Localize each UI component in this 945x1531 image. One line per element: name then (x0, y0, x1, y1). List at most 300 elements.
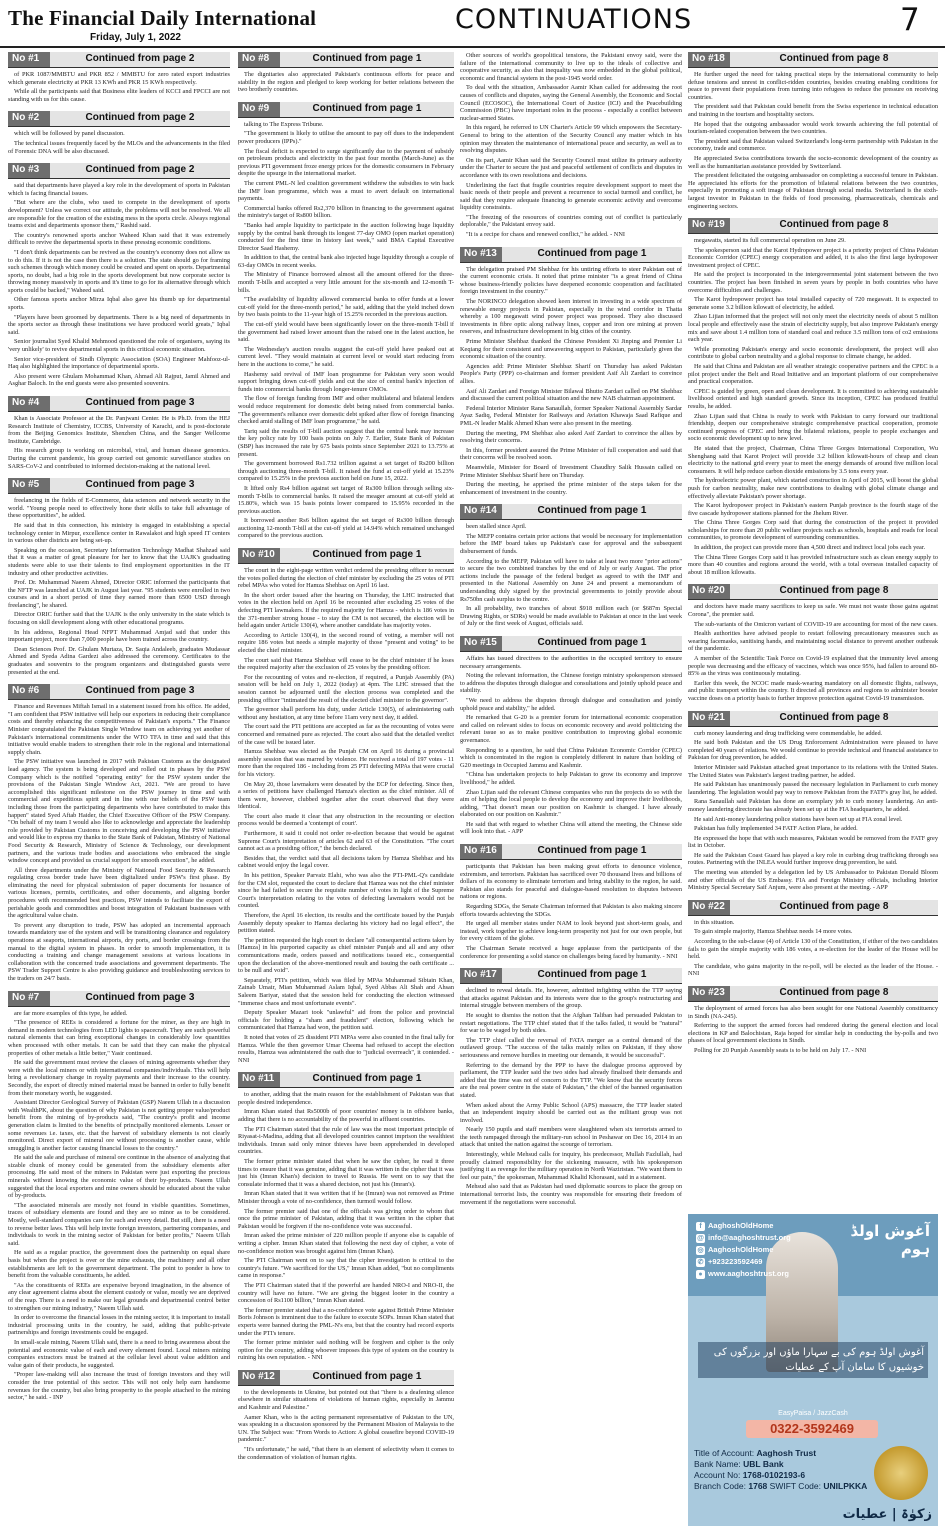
story-paragraph: According to the sub-clause (4) of Article 130 of the Constitution, if either of the two candidates fails to gain the simple majority with 186 votes, a re-election for the leader of the House will be held. (688, 938, 938, 961)
story-number: No #23 (688, 986, 730, 1001)
story-paragraph: "As the constituents of REEs are expensive beyond imagination, in the absence of any clear agreement claims about the element custody or value, mostly we are deprived of the reap. There is a need to make our legal grounds and departmental control better to strengthen our mining industry," Naeem Ullah said. (8, 1281, 230, 1312)
story-paragraph: The meeting was attended by a delegation led by US Ambassador to Pakistan Donald Bloom and other officials of the US Embassy. FIA and Foreign Ministry officials, including Interior Ministry Special Secretary Saif Anjum, were also present at the meeting. - APP (688, 869, 938, 892)
story-paragraph: are far more examples of this type, he added. (14, 1009, 128, 1017)
story-paragraph: The former prime minister stated that when he saw the cipher, he read it three times to ensure that it was genuine, adding that it was written in the cipher that it was just his (Imran Khan's) decision to travel to Russia. He went on to say that the consulate informed that it was a shared decision, not just his (Imran's). (238, 1158, 454, 1188)
story-paragraph: Also present were Ghulam Mohammad Khan, Ahmad Ali Rajput, Jamil Ahmed and Asghar Baloch. In the end guests were also presented souvenirs. (8, 372, 230, 388)
story-paragraph: The fiscal deficit is expected to surge significantly due to the payment of subsidy on petroleum products and electricity in the past four months (March-June) as the previous PTI government froze energy prices for the domestic consumers in February despite the upsurge in the international market. (238, 147, 454, 178)
story-body (8, 497, 230, 676)
story-paragraph: The president said that Pakistan could benefit from the Swiss experience in technical education and training in the tourism and hospitality sectors. (688, 103, 938, 118)
ad-easypaisa: EasyPaisa / JazzCash (778, 1410, 848, 1417)
story-paragraph: The dignitaries also appreciated Pakistan's continuous efforts for peace and stability in the region and pledged to keep working for better relations between the two brotherly countries. (238, 71, 454, 94)
story-number: No #17 (460, 968, 502, 983)
story-header (238, 52, 454, 68)
story-paragraph: He said the government must review the classes of mining agreements whether they were with the local miners or with international companies/individuals. This will help bring a revolutionary change in royalty payments and their increase to the country. Secondly, the export of directly mined material must be banned in order to fully benefit from their monetary worth, he suggested. (8, 1059, 230, 1097)
story-paragraph: Mehsud also said that as Pakistan had used diplomatic sources to place the group on international terrorist lists, the country was responsible for ensuring their freedom of movement if the negotiations were successful. (460, 1183, 682, 1206)
story-paragraph: Imran asked the prime minister of 220 million people if anyone else is capable of writing a cipher. Imran Khan stated that following the next day of cipher, a vote of no-confidence motion was brought against him (Imran Khan). (238, 1232, 454, 1255)
issue-date: Friday, July 1, 2022 (90, 32, 181, 43)
story-paragraph: been stalled since April. (466, 523, 527, 531)
story-number: No #6 (8, 684, 50, 699)
story-number: No #18 (688, 52, 730, 67)
news-story (460, 247, 682, 499)
story-paragraph: Interestingly, while Mehsud calls for inquiry, his predecessor, Mullah Fazlullah, had proudly claimed responsibility for the sickening massacre, with his spokesperson justifying it as revenge for the military operation in North Waziristan. "We want them to feel our pain," the spokesman, Muhammad Khalid Khorasani, said in a statement. (460, 1151, 682, 1181)
story-paragraph: Federal Interior Minister Rana Sanaullah, former Speaker National Assembly Sardar Ayaz Sadiq, Federal Minister for Railways and Aviation Khawaja Saad Rafique and PML-N leader Malik Ahmed Khan were also present in the meeting. (460, 404, 682, 427)
story-paragraph: He expressed the hope that with such measures, Pakistan would be removed from the FATF grey list in October. (688, 834, 938, 850)
story-paragraph: The China Three Gorges Corp said that during the construction of the project it provided scholarships for more than 20 public welfare projects such as schools, hospitals and roads for local communities, to promote development of surrounding communities. (688, 519, 938, 542)
story-number: No #15 (460, 636, 502, 651)
story-paragraph: Meanwhile, Minister for Board of Investment Chaudhry Salik Hussain called on Prime Minister Shehbaz Sharif here on Thursday. (460, 463, 682, 479)
story-paragraph: Furthermore, it said it could not order re-election because that would be against Supreme Court's interpretation of articles 62 and 63 of the Constitution. "The court cannot act as a presiding officer," the bench declared. (238, 830, 454, 853)
news-story (238, 52, 454, 96)
story-body (460, 655, 682, 836)
story-paragraph: It noted that votes of 25 dissident PTI MPAs were also counted in the final tally for Hamza. While the then governor Umar Cheema had refused to accept the election results, Hamza was administered the oath due to "judicial overreach", it contended. - NNI (238, 1033, 454, 1064)
story-paragraph: The hydroelectric power plant, which started construction in April of 2015, will boost the global push for carbon neutrality, make new contributions to dealing with global climate change and effectively alleviate Pakistan's power shortage. (688, 477, 938, 500)
story-paragraph: He further urged the need for taking practical steps by the international community to help defuse tensions and unrest in conflict-ridden countries, besides creating enabling conditions for peace to prevent their populations from turning into refugees to reduce the pressure on receiving countries. (688, 71, 938, 101)
story-number: No #1 (8, 52, 50, 67)
story-paragraph: The former prime minister said nothing will be forgiven and cipher is the only option for the country, adding whoever imposes this type of system on the country is ruining his own reputation. - NNI (238, 1339, 454, 1362)
story-paragraph: Health authorities have advised people to restart following precautionary measures such as wearing facemasks, sanitising hands, and maintaining social distance to prevent another outbreak of the pandemic. (688, 630, 938, 653)
story-paragraph: The former premier stated that a no-confidence vote against British Prime Minister Boris Johnson is imminent due to the failure to execute SOPs. Imran Khan stated that experts were banned during the PML-N's era, but that the country had record exports under the PTI's tenure. (238, 1306, 454, 1337)
story-body (688, 1005, 938, 1055)
story-paragraph: The technical issues frequently faced by the MLOs and the advancements in the filed of Forensic DNA will be also discussed. (8, 139, 230, 155)
story-paragraph: The spokesperson said that the Karot Hydropower project is a priority project of China Pakistan Economic Corridor (CPEC) energy cooperation and added, it is also the first large hydropower investment project of CPEC. (688, 246, 938, 269)
news-story (238, 1370, 454, 1463)
story-paragraph: Referring to the demand by the PPP to have the dialogue process approved by parliament, the TTP leader said the two sides had already finalised their demands and added that the time was not of concern to the TTP. "We know that the security forces are the real power centre in the state of Pakistan," the chief of the banned organisation stated. (460, 1061, 682, 1099)
continued-from-label: Continued from page 8 (730, 986, 938, 1001)
story-paragraph: He said that China and Pakistan are all weather strategic cooperative partners and the CPEC is a pilot project under the Belt and Road Initiative and an important platform of our comprehensive and practical cooperation. (688, 363, 938, 386)
news-story (688, 584, 938, 704)
continued-from-label: Continued from page 1 (280, 52, 454, 67)
story-paragraph: Aamer Khan, who is the acting permanent representative of Pakistan to the UN, was speaking in a discussion sponsored by the Permanent Mission of Malaysia to the UN. The Subject was: "From Words to Action: A global ceasefire beyond COVID-19 pandemic." (238, 1413, 454, 1444)
story-paragraph: to the developments in Ukraine, but pointed out that "there is a deafening silence elsewhere in similar situations of violations of human rights, especially in Jammu and Kashmir and Palestine." (238, 1388, 454, 1412)
story-paragraph: Hashemy said revival of IMF loan programme for Pakistan very soon would support bringing down cut-off yields and cut the size of central bank's injection of funds into commercial banks through longer-tenure OMOs. (238, 370, 454, 393)
story-body (238, 567, 454, 1064)
story-paragraph: Therefore, the April 16 election, its results and the certificate issued by the Punjab Assembly deputy speaker to Hamza declaring his victory had no legal effect", the petition stated. (238, 912, 454, 935)
story-paragraph: Deputy Speaker Mazari took "unlawful" aid from the police and provincial officials for holding a "sham and fraudulent" election, following which he communicated that Hamza had won, the petition said. (238, 1009, 454, 1032)
news-story (688, 900, 938, 980)
story-paragraph: The PSW initiative was launched in 2017 with Pakistan Customs as the designated lead agency. The system is being developed and rolled out in phases by the PSW Company which is the notified "operating entity" for the PSW system under the provisions of the Pakistan Single Window Act, 2021. "We are proud to have accomplished this significant milestone on the PSW journey in time and with commercial and expeditious spirit and in line with our beliefs of the PSW team including those from the participating departments who have contributed to make this happen" stated Syed Aftab Haider, the Chief Executive Officer of the PSW Company. "On behalf of my team I would also like to acknowledge and appreciate the leadership role provided by Pakistan Customs in conceiving and developing the PSW initiative and would like to express my thanks to the State Bank of Pakistan, Ministry of National Food Security & Research, Ministry of Science & Technology, our development partners, and the various trade bodies and associations who embraced the single window concept and provided us crucial support for smooth execution", he added. (8, 758, 230, 865)
story-paragraph: The PTI Chairman stated that the rule of law was the most important principle of Riyasat-i-Madina, adding that all developed countries cannot imprison the wealthiest individuals. Imran said only minor thieves have been apprehended in developed countries. (238, 1125, 454, 1156)
story-paragraph: The TTP chief called the reversal of FATA merger as a central demand of the outlawed group. "The success of the talks mainly relies on Pakistan, if they show seriousness and remove hurdles in meeting our demands, it would be successful". (460, 1036, 682, 1059)
story-paragraph: The candidate, who gains majority in the re-poll, will be elected as the leader of the House. - NNI (688, 962, 938, 978)
story-paragraph: "The availability of liquidity allowed commercial banks to offer funds at a lower cut-off yield for the three-month period," he said, adding that the yield inched down by two basis points to the 11-year high of 15.25% recorded in the previous auction. (238, 296, 454, 319)
story-body (460, 863, 682, 960)
news-story (460, 636, 682, 838)
story-paragraph: curb money laundering and drug trafficking were commendable, he added. (694, 729, 883, 737)
story-paragraph: freelancing in the fields of E-Commerce, data sciences and network security in the world. "Young people need to effectively hone their skills to take full advantage of these opportunities", he added. (8, 497, 230, 520)
story-paragraph: Commercial banks offered Rs2,370 billion in financing to the government against the ministry's target of Rs800 billion. (238, 204, 454, 220)
continued-from-label: Continued from page 1 (280, 1072, 454, 1087)
story-number: No #10 (238, 548, 280, 563)
story-paragraph: He said Pakistan has unanimously passed the necessary legislation in Parliament to curb money laundering. The legislation would pay way to remove Pakistan from the FATF's gray list, he added. (688, 781, 938, 796)
story-paragraph: Tariq said the results of T-bill auction suggest that the central bank may increase the key policy rate by 100 basis points on July 7. Earlier, State Bank of Pakistan (SBP) has increased the rate by 675 basis points since September 2021 to 13.75% at present. (238, 427, 454, 458)
news-story (238, 548, 454, 1066)
news-story (8, 478, 230, 678)
story-paragraph: Hamza Shehbaz was elected as the Punjab CM on April 16 during a provincial assembly session that was marred by violence. He received a total of 197 votes - 11 more than the required 186 - including from 25 PTI defecting MPAs that were crucial for his victory. (238, 748, 454, 778)
story-paragraph: The China Three Gorges Corp said it has provided infrastructure such as clean energy supply to more than 40 counties and regions around the world, with a total overseas installed capacity of about 18 million kilowatts. (688, 553, 938, 576)
story-body (238, 121, 454, 540)
continued-from-label: Continued from page 3 (50, 396, 230, 411)
story-paragraph: The sub-variants of the Omicron variant of COVID-19 are accounting for most of the new cases. (694, 620, 938, 628)
story-paragraph: talking to The Express Tribune. (244, 120, 324, 128)
story-paragraph: Senior vice-president of Sindh Olympic Association (SOA) Engineer Mahfooz-ul-Haq also highlighted the importance of departmental sports. (8, 355, 230, 371)
news-story (8, 163, 230, 390)
story-paragraph: The current PML-N led coalition government withdrew the subsidies to win back the IMF loan programme, which was a must to avert default on international payments. (238, 179, 454, 203)
story-paragraph: While promoting Pakistan's energy and socio economic development, the project will also contribute to global carbon neutrality and a global response to climate change, he added. (688, 345, 938, 361)
story-paragraph: Referring to the support the armed forces had rendered during the general election and local elections in KP and Balochistan, Raja hoped for similar help in conducting the by-polls and two phases of local government elections in Sindh. (688, 1022, 938, 1045)
story-paragraph: Rana Sanaullah said Pakistan has done an exemplary job to curb money laundering. An anti-money laundering directorate has already been set up at the FIA headquarters, he added. (688, 798, 938, 813)
story-paragraph: in this situation. (694, 918, 735, 926)
story-paragraph: He urged all member states under NAM to look beyond just short-term goals, and instead, work together to achieve long-term prosperity not just for our own people, but for every citizen of the globe. (460, 920, 682, 943)
story-paragraph: To deal with the situation, Ambassador Aamir Khan called for addressing the root causes of conflicts and disputes, saying the General Assembly, the Economic and Social Council (ECOSOC), the International Court of Justice (ICJ) and the Peacebuilding Commission (PBC) have important roles in the process - especially a conflict between nuclear-armed States. (460, 84, 682, 122)
story-body (688, 603, 938, 702)
facebook-icon: f (696, 1222, 705, 1231)
story-paragraph: The cut-off yield would have been significantly lower on the three-month T-bill if the government had raised lower amount than the raised one in the latest auction, he said. (238, 321, 454, 344)
ad-contact-facebook[interactable]: f AaghoshOldHome (696, 1220, 826, 1232)
story-paragraph: which will be followed by panel discussion. (14, 130, 125, 138)
aaghosh-donation-ad (688, 1214, 938, 1526)
story-header (688, 218, 938, 234)
story-paragraph: "China has undertaken projects to help Pakistan to grow its economy and improve livelihood," he added. (460, 771, 682, 786)
story-paragraph: "The government is likely to utilise the amount to pay off dues to the independent power producers (IPPs)." (238, 130, 454, 145)
continued-from-label: Continued from page 8 (730, 52, 938, 67)
continued-from-label: Continued from page 1 (280, 1370, 454, 1385)
story-header (238, 1370, 454, 1386)
story-paragraph: He said both Pakistan and the US Drug Enforcement Administration were pleased to have completed 40 years of relations. We would continue to provide technical and financial assistance to Pakistan for drug prevention, he added. (688, 739, 938, 762)
ad-contact-email[interactable]: @ info@aaghoshtrust.org (697, 1233, 791, 1242)
story-header (8, 684, 230, 700)
ad-contact-website[interactable]: ● www.aaghoshtrust.org (696, 1268, 826, 1280)
story-header (238, 548, 454, 564)
story-paragraph: He said that with regard to whether China will attend the meeting, the Chinese side will look into that. - APP (460, 820, 682, 836)
continued-from-label: Continued from page 1 (502, 504, 682, 519)
story-paragraph: He remarked that G-20 is a premier forum for international economic cooperation and called on relevant sides to focus on economic recovery and avoid politicizing the relevant issue so as to make positive contribution to improving global economic governance. (460, 714, 682, 744)
story-paragraph: Zhao Lijian said the relevant Chinese companies who run the projects do so with the aim of helping the local people to develop the economy and improve their livelihoods, adding, "That doesn't mean our position on Kashmir is changed. I have already elaborated on our position on Kashmir." (460, 788, 682, 819)
story-paragraph: It borrowed another Rs6 billion against the set target of Rs300 billion through auctioning 12-month T-bill at the cut-off yield at 14.94% which remained unchanged compared to the previous auction. (238, 517, 454, 540)
story-paragraph: said that departments have played a key role in the development of sports in Pakistan which is facing financial issues. (8, 182, 230, 197)
story-body (8, 703, 230, 982)
story-paragraph: Noting the relevant information, the Chinese foreign ministry spokesperson stressed to address the disputes through dialogue and consultations and jointly uphold peace and stability. (460, 672, 682, 695)
story-paragraph: The court also made it clear that any obstruction in the recounting or election process would be deemed a 'contempt of court'. (238, 812, 454, 828)
continued-from-label: Continued from page 8 (730, 711, 938, 726)
story-header (238, 1072, 454, 1088)
continued-from-label: Continued from page 1 (502, 636, 682, 651)
story-paragraph: megawatts, started its full commercial operation on June 29. (694, 237, 846, 245)
story-paragraph: His research group is working on microbial, viral, and human disease genomics. During the current pandemic, his group carried out genomic surveillance studies on SARS-CoV-2 and contributed to informed decision-making at the national level. (8, 447, 230, 470)
story-number: No #14 (460, 504, 502, 519)
story-paragraph: "I don't think departments can be revived as the country's economy does not allow us to do this. If it is not the case then there is a solution. The state should go for framing such schemes through which money could be created and spent on sports. Departmental sports, no doubt, had a big role in the sports development but now corporate sector is throwing money massively in sports and it's time to go for its alternative through which sports could be backed," Waheed said. (8, 248, 230, 294)
story-paragraph: It lifted only Rs4 billion against set target of Rs300 billion through selling six-month T-bills to commercial banks. It raised the meager amount at cut-off yield at 15.80%, which was 15 basis points lower compared to 15.95% recorded in the previous auction. (238, 484, 454, 515)
story-paragraph: Prime Minister Shehbaz thanked the Chinese President Xi Jinping and Premier Li Keqiang for their consistent and unwavering support to Pakistan, particularly given the economic situation of the country. (460, 338, 682, 361)
story-paragraph: The court said that Hamza Shehbaz will cease to be the chief minister if he loses the required majority after the exclusion of 25 votes by the presiding officer. (238, 656, 454, 672)
story-paragraph: In addition, the project can provide more than 4,500 direct and indirect local jobs each year. (694, 544, 926, 552)
story-body (688, 71, 938, 210)
story-paragraph: The PTI Chairman stated that if the powerful are handed NRO-I and NRO-II, the country will have no future. "We are giving the biggest looter in the country a concession of Rs1100 billion," Imran Khan stated. (238, 1281, 454, 1305)
story-paragraph: He sought to dismiss the notion that the Afghan Taliban had persuaded Pakistan to restart negotiations. The TTP chief stated that if the talks failed, it would be "natural" for war to be waged by both sides. (460, 1011, 682, 1035)
story-body (460, 266, 682, 497)
story-number: No #12 (238, 1370, 280, 1385)
story-number: No #11 (238, 1072, 280, 1087)
story-body (688, 237, 938, 576)
story-header (460, 636, 682, 652)
story-number: No #13 (460, 247, 502, 262)
story-paragraph: CPEC is guided by green, open and clean development. It is committed to achieving sustainable livelihood oriented and high standard growth. Since its inception, CPEC has produced fruitful results, he added. (688, 387, 938, 410)
continued-from-label: Continued from page 8 (730, 584, 938, 599)
story-paragraph: He said the sale and purchase of mineral ore continue in the absence of analyzing that sizable chunk of money could be generated from the subsidiary elements after processing. He said most of the miners in Pakistan were just exporting the precious minerals without knowing the economic value of their by-products. Naeem Ullah suggested that the local exporters and mine owners should be educated about the value of by-products. (8, 1154, 230, 1200)
story-paragraph: He hoped that the outgoing ambassador would work towards achieving the full potential of tourism-related cooperation between the two countries. (688, 120, 938, 136)
story-paragraph: When asked about the Army Public School (APS) massacre, the TTP leader stated that an independent inquiry should be carried out as the militant group was not involved. (460, 1101, 682, 1124)
story-paragraph: In this regard, he referred to UN Charter's Article 99 which empowers the Secretary-General to bring to the attention of the Security Council any matter which in his opinion may threaten the maintenance of international peace and security, as well as to resolving disputes. (460, 124, 682, 155)
story-paragraph: and doctors have made many sacrifices to keep us safe. We must not waste those gains against Corona", the premier said. (688, 603, 938, 619)
ad-contact-whatsapp[interactable]: ✆ +923223592469 (697, 1257, 763, 1266)
story-paragraph: The Wednesday's auction results suggest the cut-off yield have peaked out at current level. "They would maintain at current level or would start reducing from here in the auctions to come," he said. (238, 345, 454, 368)
story-body (238, 1091, 454, 1362)
story-paragraph: Imran Khan stated that it was written that if he (Imran) was not removed as Prime Minister through a vote of no-confidence, then turmoil would follow. (238, 1190, 454, 1205)
story-paragraph: The petition requested the high court to declare "all consequential actions taken by [Hamza] in his purported capacity as chief minister Punjab and all and any other communications made, orders passed and notifications issued etc., consequential upon the declaration of the above-mentioned result and issuing the oath certificate ... to be null and void". (238, 936, 454, 975)
story-paragraph: In addition to that, the central bank also injected huge liquidity through a couple of 63-day OMOs in recent weeks. (238, 254, 454, 269)
continued-from-label: Continued from page 2 (50, 163, 230, 178)
story-paragraph: All three departments under the Ministry of National Food Security & Research regulating cross border trade have been digitalized under PSW's first phase. By eliminating the need for physical submission of paper documents for issuance of various licenses, permits, certificates, and other documents, and aligning border procedures with recommended best practices, PSW intends to facilitate the export of perishable goods and commodities and boost integration of Pakistani businesses with the agricultural value chain. (8, 866, 230, 920)
story-header (460, 504, 682, 520)
story-paragraph: In his petition, Speaker Parvaiz Elahi, who was also the PTI-PML-Q's candidate for the CM slot, requested the court to declare that Hamza was not the chief minister since he had failed to secure the requisite number of votes in light of the Supreme Court's interpretation relating to the votes of defecting lawmakers would not be counted. (238, 872, 454, 910)
story-paragraph: Underlining the fact that fragile countries require development support to meet the basic needs of their people and prevent a recurrence to social turmoil and conflict, he said that they require adequate financing to generate economic activity and overcome liquidity constraints. (460, 181, 682, 212)
continued-from-label: Continued from page 2 (50, 52, 230, 67)
news-story (8, 111, 230, 157)
story-body (8, 130, 230, 155)
news-story (688, 218, 938, 578)
instagram-icon: ◎ (697, 1246, 704, 1254)
story-paragraph: He said the Pakistan Coast Guard has played a key role in curbing drug trafficking through sea routes. Partnering with the INLEA would further improve drug prevention, he said. (688, 851, 938, 867)
story-paragraph: He stated that the project, Chairman, China Three Gorges International Corporation, Wu Shenghang said that Karot Project will provide 3.2 billion kilowatt-hours of cheap and clean electricity to the national grid every year to meet the energy demands of around five million local consumers. It will help reduce carbon dioxide emissions by 3.5 tons every year. (688, 444, 938, 475)
story-paragraph: "We need to address the disputes through dialogue and consultation and jointly uphold peace and stability," he added. (460, 696, 682, 712)
story-paragraph: "It is a recipe for chaos and renewed conflict," he added. - NNI (466, 231, 625, 239)
story-paragraph: While all the participants said that Business elite leaders of KCCI and FPCCI are not standing with us for this cause. (8, 88, 230, 103)
story-header (688, 711, 938, 727)
story-paragraph: Other famous sports anchor Mirza Iqbal also gave his thumb up for departmental sports. (8, 296, 230, 312)
column-4 (688, 52, 938, 1526)
story-paragraph: Zhao Lijian informed that the project will not only meet the electricity needs of about 5 million local people and effectively ease the strain of electricity supply, but also improve Pakistan's energy mix and save about 1.4 million tons of standard coal and reduce 3.5 million tons of co2 emissions each year. (688, 313, 938, 344)
news-story (460, 844, 682, 962)
story-paragraph: Separately, PTI's petition, which was filed by MPAs Muhammad Sibtain Khan, Zainab Umair, Mian Muhammad Aslam Iqbal, Syed Abbas Ali Shah and Ahsan Saleem Bariyar, stated that the session held for conducting the election witnessed "immense chaos and most unfortunate events". (238, 976, 454, 1007)
masthead (0, 0, 945, 48)
story-paragraph: According to the MEFP, Pakistan will have to take at least two more "prior actions" to secure the two combined tranches by the end of July or early August. The prior actions include the passage of the federal budget as agreed to with the IMF and presented in the National Assembly on June 24 and present a memorandum of understanding duly signed by the provincial governments to jointly provide about Rs750bn cash surplus to the centre. (460, 557, 682, 603)
story-body (8, 71, 230, 103)
story-paragraph: To gain simple majority, Hamza Shehbaz needs 14 more votes. (694, 928, 853, 936)
globe-icon: ● (696, 1270, 705, 1279)
news-story (460, 968, 682, 1208)
continued-from-label: Continued from page 8 (730, 900, 938, 915)
story-paragraph: Finance and Revenues Miftah Ismail in a statement issued from his office. He added, "I am confident that PSW initiative will help our exporters in reducing their compliance costs and thereby enhancing the competitiveness of Pakistan's exports." The Finance Minister congratulated the Pakistan Single Window team on achieving yet another of Pakistan's international commitments under the WTO TFA in time and said that this initiative would enable traders to strengthen their role in the regional and international supply chain. (8, 703, 230, 756)
story-paragraph: The delegation praised PM Shehbaz for his untiring efforts to steer Pakistan out of the current economic crisis. It noted that prime minister "is a great friend of China whose business-friendly policies have deepened economic cooperation and facilitated foreign investment in the country." (460, 265, 682, 296)
story-paragraph: The MEFP contains certain prior actions that would be necessary for implementation before the IMF board takes up Pakistan's case for approval and the subsequent disbursement of funds. (460, 532, 682, 556)
story-paragraph: He appreciated Swiss contributions towards the socio-economic development of the country as well as the humanitarian assistance provided by Switzerland. (688, 154, 938, 170)
story-header (8, 396, 230, 412)
story-paragraph: "Proper law-making will also increase the trust of foreign investors and they will consider the true potential of this sector. This will not only help earn handsome revenues for the country, but also bring prosperity to the people attached to the mining sector," he said. - INP (8, 1371, 230, 1402)
story-paragraph: "But where are the clubs, who used to compete in the development of sports development? Unless we correct our attitude, the problems will not be resolved. We all are responsible for the creation of the existing mess in the sports circle. Always regional teams exist and departments sponsor them," Rashid said. (8, 199, 230, 230)
news-story (688, 986, 938, 1057)
story-paragraph: Regarding SDGs, the Senate Chairman informed that Pakistan is also making sincere efforts towards achieving the SDGs. (460, 903, 682, 918)
ad-contact-instagram[interactable]: ◎ AaghoshOldHome (697, 1245, 774, 1254)
story-paragraph: In his address, Regional Head NFPT Muhammad Amjad said that under this important project, more than 7,000 people have been trained across the country. (8, 628, 230, 644)
news-story (8, 52, 230, 105)
story-paragraph: In order to overcome the financial losses in the mining sector, it is important to install industrial processing units in the country, he said, adding that public-private partnerships and foreign investments could be engaged. (8, 1314, 230, 1337)
ad-contact-list (696, 1220, 826, 1280)
column-3 (460, 52, 682, 1526)
story-body (8, 182, 230, 388)
story-header (8, 52, 230, 68)
story-paragraph: "The associated minerals are mostly not found in visible quantities. Sometimes, traces of subsidiary elements are found and they are so minor as to be considered. Mostly, well-standard companies care for such and every detail. But still, there is a need to reverse better laws. This will help invite foreign investors, partnering companies, and individuals to work in the mining sector of Pakistan for better profits," Naeem Ullah said. (8, 1201, 230, 1247)
story-paragraph: Prof. Dr. Muhammad Naeem Ahmed, Director ORIC informed the participants that the NFTP was launched at UAJK in August last year. "95 students were enrolled in two courses and in a short period of time they earned more than 6500 USD through freelancing", he shared. (8, 579, 230, 609)
story-paragraph: He said as a regular practice, the government does the partnership on equal share basis but when the project is over or the mine exhausts, the machinery and all other establishments are left to the government department. The point to ponder is how to benefit from the valuable constituents, he added. (8, 1249, 230, 1280)
story-number: No #9 (238, 102, 280, 117)
story-header (460, 247, 682, 263)
story-number: No #3 (8, 163, 50, 178)
story-paragraph: According to Article 130(4), in the second round of voting, a member will not require 186 votes but needs a simple majority of those "present and voting" to be elected the chief minister. (238, 631, 454, 654)
story-paragraph: The country's renowned sports anchor Waheed Khan said that it was extremely difficult to revive the departmental sports in these pressing economic conditions. (8, 231, 230, 247)
story-paragraph: He said the project is incorporated in the intergovernmental joint statement between the two countries. The project has been finished in seven years by people in both countries who have overcome difficulties and challenges. (688, 271, 938, 294)
story-paragraph: Director ORIC further said that the UAJK is the only university in the state which is focusing on skill development along with other educational programs. (8, 611, 230, 627)
column-1 (8, 52, 230, 1526)
story-paragraph: He said Anti-money laundering police stations have been set up at FIA zonal level. (694, 815, 903, 823)
ad-title-urdu: آغوش اولڈ ہوم (850, 1222, 930, 1258)
story-paragraph: Nearly 150 pupils and staff members were slaughtered when six terrorists armed to the teeth rampaged through the military-run school in Peshawar on Dec 16, 2014 in an attack that united the nation against the scourge of terrorism. (460, 1126, 682, 1149)
story-paragraph: Speaking on the occasion, Secretary Information Technology Madhat Shahzad said that it was a matter of great pleasure for her to know that the UAJK's graduating students were able to use their talents to find employment opportunities in the IT industry and other productive activities. (8, 546, 230, 577)
story-paragraph: The court in the eight-page written verdict ordered the presiding officer to recount the votes polled during the election of chief minister by excluding the 25 votes of PTI rebel MPAs who voted for Hamza Shehbaz on April 16 last. (238, 567, 454, 590)
story-paragraph: Besides that, the verdict said that all decisions taken by Hamza Shehbaz and his cabinet would enjoy the legal cover. (238, 854, 454, 870)
story-paragraph: The NORINCO delegation showed keen interest in investing in a wide spectrum of renewable energy projects in Pakistan, especially in the wind corridor in Thatta whereby a 100 megawatt wind power project was proposed. They also discussed investments in fibre optic along railway lines, copper and iron ore mining at proven reserves, and infrastructure development in big cities of the country. (460, 298, 682, 336)
story-body (688, 919, 938, 978)
story-paragraph: In small-scale mining, Naeem Ullah said, there is a need to bring awareness about the potential and economic value of each and every element found. Local miners mining companies extractors must be trained at the cellular level about value addition and value gain of their products, he suggested. (8, 1338, 230, 1369)
story-body (460, 523, 682, 628)
story-paragraph: to another, adding that the main reason for the establishment of Pakistan was that people desired independence. (238, 1091, 454, 1106)
news-story (238, 102, 454, 542)
story-paragraph: Khan is Associate Professor at the Dr. Panjwani Center. He is Ph.D. from the HEJ Research Institute of Chemistry, ICCBS, University of Karachi, and is post-doctorate from the Beijing Genomics Institute, Shenzhen China, and the Sanger Wellcome Institute, Cambridge. (8, 415, 230, 445)
story-paragraph: The president said that Pakistan valued Switzerland's long-term partnership with Pakistan in the economy, trade and commerce. (688, 137, 938, 153)
story-paragraph: In all probability, two tranches of about $918 million each (or $687m Special Drawing Rights, or SDRs) would be made available to Pakistan at once in the last week of July or the first week of August, officials said. (460, 605, 682, 628)
story-paragraph: The governor shall perform his duty, under Article 130(5), of administering oath without any hesitation, at any time before 11am very next day, it added. (238, 706, 454, 721)
story-body (460, 52, 682, 239)
continued-from-label: Continued from page 3 (50, 684, 230, 699)
story-paragraph: During the meeting, he apprised the prime minister of the steps taken for the enhancement of investment in the country. (460, 481, 682, 496)
story-number: No #5 (8, 478, 50, 493)
ad-zakat-urdu: زکوٰۃ | عطیات (842, 1507, 932, 1522)
story-paragraph: A member of the Scientific Task Force on Covid-19 explained that the immunity level among people was decreasing and the efficacy of vaccines, which was once 95%, had fallen to around 80-85% as the virus was continuously mutating. (688, 655, 938, 678)
story-paragraph: The former premier said that one of the officials was giving order to whom that once the prime minister of Pakistan, adding that it was written in the cipher that Pakistan would be forgiven if the no-confidence vote was successful. (238, 1207, 454, 1230)
continued-from-label: Continued from page 2 (50, 111, 230, 126)
story-paragraph: Zhao Lijian said that China is ready to work with Pakistan to carry forward our traditional friendship, deepen our comprehensive strategic comprehensive practical cooperation, promote continued progress of CPEC and bring the bilateral relations, people to people exchanges and socio economic development up to new level. (688, 412, 938, 443)
news-story (8, 684, 230, 984)
story-paragraph: Other sources of world's geopolitical tensions, the Pakistani envoy said, were the failure of the international community to live up to the ideals of collective and cooperative security, as also that inequality was now embedded in the global political, economic and financial system in the post-1945 world order. (460, 52, 682, 82)
whatsapp-icon: ✆ (697, 1258, 704, 1266)
story-paragraph: On May 20, those lawmakers were deseated by the ECP for defecting. Since then, a series of petitions have challenged Hamza's election as the chief minister. All of them were, however, clubbed together after the court observed that they were identical. (238, 780, 454, 811)
story-paragraph: He said that in this connection, his ministry is engaged in establishing a special technology center in Mirpur, excellence center in Rawalakot and high speed IT centers in various other districts are being set-up. (8, 521, 230, 545)
story-paragraph: Imran Khan stated that Rs5000b of poor countries' money is in offshore banks, adding that there is no accountability of the powerful in affluent countries. (238, 1108, 454, 1124)
story-number: No #22 (688, 900, 730, 915)
news-story (460, 504, 682, 630)
story-header (8, 991, 230, 1007)
story-paragraph: The Chairman Senate received a huge applause from the participants of the conference for presenting a solid stance on challenges being faced by humanity. - NNI (460, 945, 682, 960)
news-story (238, 1072, 454, 1364)
story-paragraph: Agencies add: Prime Minister Shehbaz Sharif on Thursday has asked Pakistan People's Party (PPP) co-chairman and former president Asif Ali Zardari to convince allies. (460, 362, 682, 385)
mail-icon: @ (697, 1234, 704, 1242)
news-story (688, 711, 938, 894)
continued-from-label: Continued from page 8 (730, 218, 938, 233)
news-story (8, 396, 230, 472)
story-number: No #7 (8, 991, 50, 1006)
story-paragraph: "It's unfortunate," he said, "that there is an element of selectivity when it comes to the condemnation of violation of human rights. (238, 1446, 454, 1461)
story-paragraph: The Karot hydropower project has total installed capacity of 720 megawatt. It is expected to generate some 3.2 billion kilowatt of electricity, he added. (688, 296, 938, 311)
story-paragraph: The court said the PTI petitions are accepted as far as the recounting of votes were concerned and remained pure as rejected. The court also said that the detailed verdict of the case will be issued later. (238, 723, 454, 746)
ad-slogan-urdu: آغوش اولڈ ہوم کی بے سہارا ماؤں اور بزرگوں کی خوشیوں کا سامان آپ کے عطیات (698, 1342, 928, 1378)
story-paragraph: Asif Ali Zardari and Foreign Minister Bilawal Bhutto Zardari called on PM Shehbaz and discussed the current political situation and the new NAB chairman appointment. (460, 387, 682, 403)
ad-phone-number[interactable]: 0322-3592469 (746, 1420, 878, 1438)
story-paragraph: Affairs has issued directives to the authorities in the occupied territory to ensure necessary arrangements. (460, 655, 682, 670)
story-paragraph: The PTI Chairman went on to say that the cipher investigation is critical to the country's future. "We sacrificed for the US," Imran Khan added, "but no compliments came in response." (238, 1257, 454, 1280)
story-body (8, 415, 230, 470)
story-paragraph: The deployment of armed forces has also been sought for one National Assembly constituency in Sindh (NA-245). (688, 1005, 938, 1020)
continued-from-label: Continued from page 1 (280, 548, 454, 563)
story-paragraph: The Karot hydropower project in Pakistan's eastern Punjab province is the fourth stage of the five cascade hydropower stations planned for the Jhelum River. (688, 502, 938, 517)
story-number: No #2 (8, 111, 50, 126)
story-number: No #4 (8, 396, 50, 411)
continuation-columns (8, 52, 938, 1526)
story-paragraph: "Banks had ample liquidity to participate in the auction following huge liquidity supply by the central bank through its longest 77-day OMO (open market operation) conducted for the first time in history last week," said BMA Capital Executive Director Saad Hashemy. (238, 221, 454, 252)
story-paragraph: During the meeting, PM Shehbaz also asked Asif Zardari to convince the allies by resolving their concerns. (460, 429, 682, 445)
story-header (688, 986, 938, 1002)
page-number: 7 (900, 2, 920, 38)
column-2 (238, 52, 454, 1526)
story-number: No #16 (460, 844, 502, 859)
story-header (688, 900, 938, 916)
news-story (688, 52, 938, 212)
story-paragraph: participants that Pakistan has been making great efforts to denounce violence, extremism, and terrorism. Pakistan has sacrificed over 70 thousand lives and billions of dollars of its economy to eliminate terrorism and bring stability to the region, he said. Pakistan also stands for peaceful and dialogue-based resolution to disputes between nations or regions. (460, 863, 682, 901)
story-paragraph: Dean Sciences Prof. Dr. Ghulam Murtaza, Dr. Saqia Andaleeb, graduates Mudassar Ahmed and Syeda Adina Gardezi also addressed the ceremony. Certificates to the graduates and souvenirs to the program organizers and distinguished guests were presented at the end. (8, 645, 230, 676)
continued-from-label: Continued from page 3 (50, 991, 230, 1006)
story-paragraph: "The presence of REEs is considered a fortune for the miner, as they are high in demand in modern technologies from LED lights to spacecraft. They are such powerful natural elements that can bring exceptional changes in considerably low quantities when processed with other metals. It can be said that they can make the physical properties of other metals a little better," Yasir continued. (8, 1019, 230, 1057)
story-header (238, 102, 454, 118)
continued-from-label: Continued from page 3 (50, 478, 230, 493)
news-story (8, 991, 230, 1404)
story-paragraph: declined to reveal details. He, however, admitted infighting within the TTP saying that attacks against Pakistan and its interests were due to the group's restructuring and internal struggle between members of the group. (460, 987, 682, 1010)
story-paragraph: The Ministry of Finance borrowed almost all the amount offered for the three-month T-bills and accepted a very little amount for the six-month and 12-month T-bills. (238, 271, 454, 294)
story-paragraph: In this, former president assured the Prime Minister of full cooperation and said that their concerns will be resolved soon. (460, 446, 682, 462)
story-paragraph: In the short order issued after the hearing on Thursday, the LHC instructed that votes in the election held on April 16 be recounted after excluding 25 votes of the defecting PTI lawmakers. If the required majority for Hamza - which is 186 votes in the 371-member strong house - to stay the CM is not secured, the election will be held again under Article 130(4), where another candidate has majority votes. (238, 591, 454, 630)
story-header (8, 163, 230, 179)
story-paragraph: of PKR 1087/MMBTU and PKR 852 / MMBTU for zero rated export industries which generate electricity at PKR 13 KWh and PKR 15 KWh respectively. (8, 71, 230, 86)
continued-from-label: Continued from page 1 (502, 247, 682, 262)
story-paragraph: Senior journalist Syed Khalid Mehmood questioned the role of organisers, saying its 'very unlikely' to revive departmental sports in this critical economic situation. (8, 338, 230, 354)
story-body (460, 987, 682, 1206)
story-header (8, 111, 230, 127)
story-header (8, 478, 230, 494)
story-paragraph: Pakistan has fully implemented 34 FATF Action Plans, he added. (694, 825, 858, 833)
story-paragraph: For the recounting of votes and re-election, if required, a Punjab Assembly (PA) session will be held on July 1, 2022 (today) at 4pm. The LHC stressed that the session cannot be adjourned until the election process was completed and the presiding officer "intimated the result of the elected chief minister to the governor". (238, 673, 454, 704)
story-paragraph: Responding to a question, he said that China Pakistan Economic Corridor (CPEC) which is concentrated in the region is completely different in nature than holding of G20 meetings in Occupied Jammu and Kashmir. (460, 746, 682, 769)
story-paragraph: The flow of foreign funding from IMF and other multilateral and bilateral lenders would reduce requirement for domestic debt being raised from commercial banks. "The government's reliance over domestic debt spiked after flow of foreign financing checked amid stalling of IMF loan programme," he said. (238, 395, 454, 426)
story-paragraph: Interior Minister said Pakistan attached great importance to its relations with the United States. The United States was Pakistan's largest trading partner, he added. (688, 763, 938, 779)
story-number: No #21 (688, 711, 730, 726)
story-paragraph: The government borrowed Rs1.732 trillion against a set target of Rs200 billion through auctioning three-month T-bill. It raised the fund at cut-off yield at 15.23% compared to 15.25% in the previous auction held on June 15, 2022. (238, 460, 454, 483)
story-header (688, 52, 938, 68)
story-paragraph: On its part, Aamir Khan said the Security Council must utilize its primary authority under the Charter to secure the just and peaceful settlement of conflicts and disputes in accordance with its own resolutions and decisions. (460, 156, 682, 179)
story-body (238, 1389, 454, 1461)
continued-from-label: Continued from page 1 (502, 968, 682, 983)
story-paragraph: "Players have been groomed by departments. There is a big need of departments in the sports sector as through these institutions we have produced world greats," Iqbal said. (8, 313, 230, 336)
story-number: No #20 (688, 584, 730, 599)
story-number: No #8 (238, 52, 280, 67)
story-header (460, 844, 682, 860)
story-paragraph: "The freezing of the resources of countries coming out of conflict is particularly deplorable," the Pakistani envoy said. (460, 213, 682, 229)
ad-bank-details: Title of Account: Aaghosh Trust Bank Name: UBL Bank Account No: 1768-0102193-6 Branch Code: 1768 SWIFT Code: UNILPKKA (694, 1448, 868, 1491)
